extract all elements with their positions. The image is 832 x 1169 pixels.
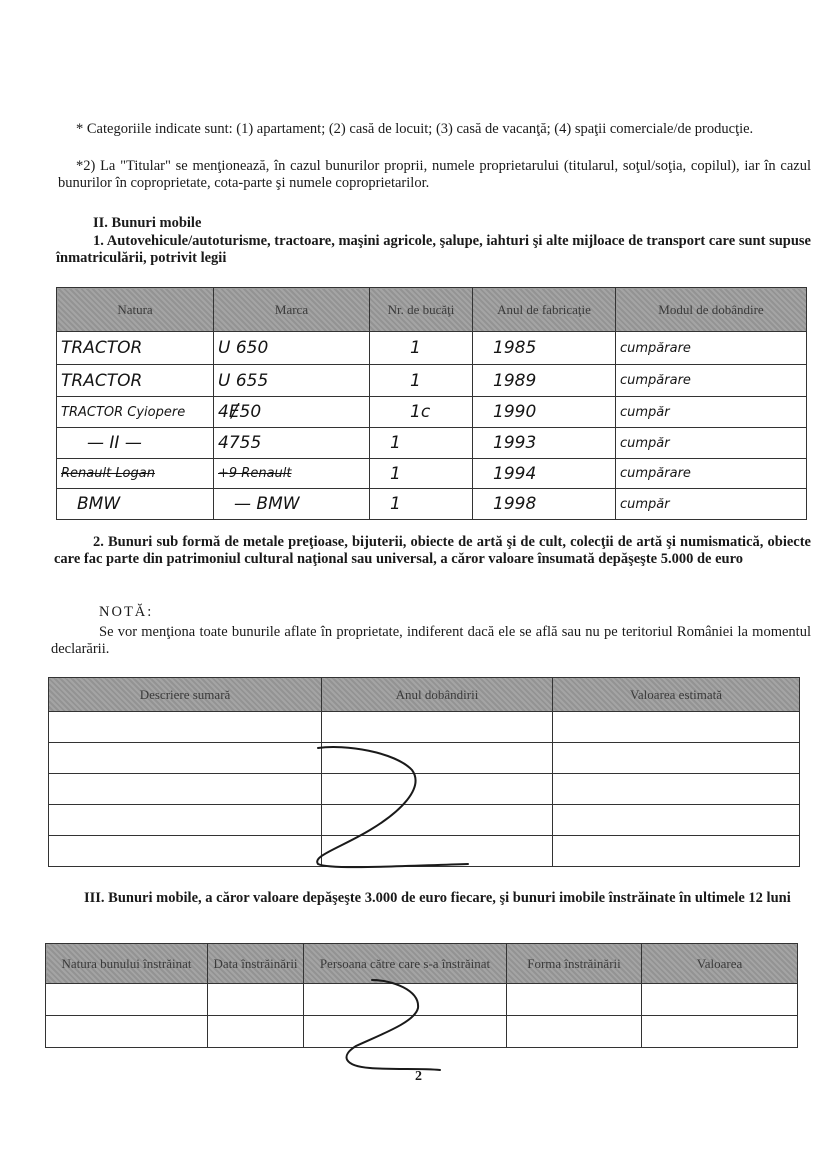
section-3-title: III. Bunuri mobile, a căror valoare depăşeşte 3.000 de euro fiecare, şi bunuri imobile înstrăinate în ultimele 12 luni [84, 890, 791, 906]
cell-an-fabricatie: 1990 [473, 397, 616, 428]
col-descriere: Descriere sumară [49, 678, 322, 712]
cell-natura: BMW [57, 489, 214, 520]
col-forma-instrainarii: Forma înstrăinării [507, 944, 642, 984]
footnote-titular: *2) La "Titular" se menţionează, în cazul bunurilor proprii, numele proprietarului (titularul, soţul/soţia, copilul), iar în cazul bunurilor în coproprietate, cota-parte şi numele coproprietarilor. [58, 158, 811, 191]
col-valoare-estimata: Valoarea estimată [553, 678, 800, 712]
cell-marca: — BMW [214, 489, 370, 520]
cell-an-fabricatie: 1993 [473, 428, 616, 459]
col-persoana: Persoana către care s-a înstrăinat [304, 944, 507, 984]
cell-an-fabricatie: 1989 [473, 365, 616, 397]
cell-marca: 4755 [214, 428, 370, 459]
cell-nr-bucati: 1c [370, 397, 473, 428]
section-2-subsection-2: 2. Bunuri sub formă de metale preţioase, bijuterii, obiecte de artă şi de cult, colecţii de artă şi numismatică, obiecte care fac parte din patrimoniul cultural naţional sau universal, a căror valoare însumată depăşeşte 5.000 de euro [54, 534, 811, 567]
cell-natura: TRACTOR Cyiopere [57, 397, 214, 428]
cell-nr-bucati: 1 [370, 459, 473, 489]
col-marca: Marca [214, 288, 370, 332]
section-2-subsection-1: 1. Autovehicule/autoturisme, tractoare, maşini agricole, şalupe, iahturi şi alte mijloace de transport care sunt supuse înmatriculării, potrivit legii [56, 233, 811, 266]
cell-mod-dobandire: cumpăr [616, 397, 807, 428]
cell-an-fabricatie: 1998 [473, 489, 616, 520]
cell-an-fabricatie: 1994 [473, 459, 616, 489]
cell-marca: U 650 [214, 332, 370, 365]
col-data-instrainarii: Data înstrăinării [208, 944, 304, 984]
nota-label: NOTĂ: [99, 604, 154, 620]
page-number: 2 [415, 1069, 422, 1084]
cell-mod-dobandire: cumpăr [616, 489, 807, 520]
col-natura-bunului: Natura bunului înstrăinat [46, 944, 208, 984]
col-nr-bucati: Nr. de bucăţi [370, 288, 473, 332]
cell-marca: U 655 [214, 365, 370, 397]
nota-text: Se vor menţiona toate bunurile aflate în proprietate, indiferent dacă ele se află sau nu pe teritoriul României la momentul declarării. [51, 624, 811, 657]
cell-natura: TRACTOR [57, 365, 214, 397]
cell-nr-bucati: 1 [370, 428, 473, 459]
cell-an-fabricatie: 1985 [473, 332, 616, 365]
cell-marca: 4Ɇ50 [214, 397, 370, 428]
col-natura: Natura [57, 288, 214, 332]
col-mod-dobandire: Modul de dobândire [616, 288, 807, 332]
cell-mod-dobandire: cumpăr [616, 428, 807, 459]
cell-mod-dobandire: cumpărare [616, 365, 807, 397]
cell-marca: +9 Renault [214, 459, 370, 489]
scribble-alienated [347, 980, 440, 1070]
col-valoarea: Valoarea [642, 944, 798, 984]
cell-natura: Renault Logan [57, 459, 214, 489]
col-an-fabricatie: Anul de fabricaţie [473, 288, 616, 332]
cell-mod-dobandire: cumpărare [616, 459, 807, 489]
cell-natura: — II — [57, 428, 214, 459]
footnote-categories: * Categoriile indicate sunt: (1) apartament; (2) casă de locuit; (3) casă de vacanţă; (4) spaţii comerciale/de producţie. [76, 121, 754, 137]
cell-natura: TRACTOR [57, 332, 214, 365]
col-an-dobandire: Anul dobândirii [322, 678, 553, 712]
scribble-valuables [317, 747, 468, 867]
cell-nr-bucati: 1 [370, 489, 473, 520]
section-2-title: II. Bunuri mobile [93, 215, 202, 231]
cell-nr-bucati: 1 [370, 365, 473, 397]
cell-mod-dobandire: cumpărare [616, 332, 807, 365]
cell-nr-bucati: 1 [370, 332, 473, 365]
